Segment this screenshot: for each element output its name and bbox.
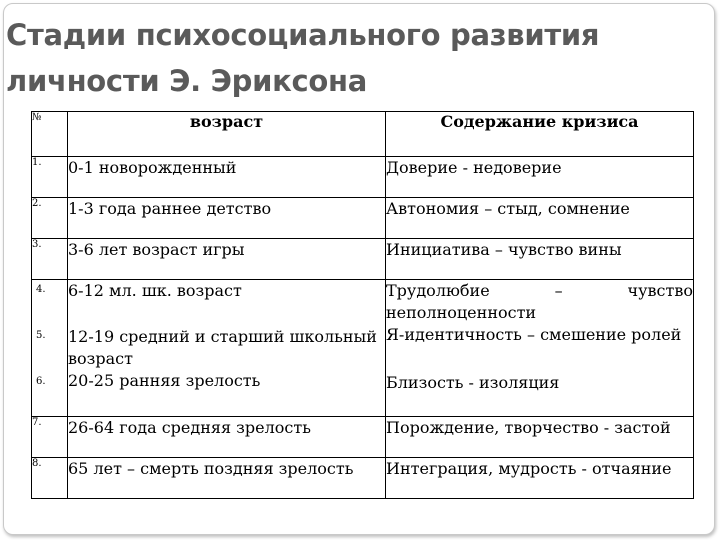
row-crisis-continued: неполноценности [386, 303, 537, 322]
table-row [32, 458, 694, 499]
row-age-continued: возраст [68, 349, 133, 368]
header-number: № [32, 112, 68, 157]
row-age: 65 лет – смерть поздняя зрелость [68, 458, 386, 499]
row-age: 1-3 года раннее детство [68, 198, 386, 239]
crisis-word: чувство [627, 281, 693, 300]
row-crisis: Близость - изоляция [386, 373, 560, 392]
row-crisis: Доверие - недоверие [386, 157, 694, 198]
row-age: 20-25 ранняя зрелость [68, 371, 261, 390]
row-crisis: Инициатива – чувство вины [386, 239, 694, 280]
crisis-word: Трудолюбие [386, 281, 490, 300]
row-crisis: Интеграция, мудрость - отчаяние [386, 458, 694, 499]
row-crisis: Автономия – стыд, сомнение [386, 198, 694, 239]
row-number: 8. [32, 458, 68, 499]
crisis-dash: – [554, 281, 563, 300]
row-age: 6-12 мл. шк. возраст [68, 281, 242, 300]
slide-title-line-2: личности Э. Эриксона [6, 64, 368, 98]
table-row [32, 239, 694, 280]
row-age: 12-19 средний и старший школьный [68, 327, 377, 346]
row-crisis: Я-идентичность – смешение ролей [386, 325, 682, 344]
row-numbers-4-6 [32, 280, 68, 417]
row-age-merged [68, 280, 386, 417]
row-number: 6. [36, 376, 46, 387]
header-crisis: Содержание кризиса [386, 112, 694, 157]
row-crisis-merged [386, 280, 694, 417]
row-crisis: Порождение, творчество - застой [386, 417, 694, 458]
header-age: возраст [68, 112, 386, 157]
row-age: 26-64 года средняя зрелость [68, 417, 386, 458]
row-number: 1. [32, 157, 68, 198]
table-row-merged [32, 280, 694, 417]
row-age: 3-6 лет возраст игры [68, 239, 386, 280]
table-row [32, 157, 694, 198]
table-row [32, 417, 694, 458]
row-age: 0-1 новорожденный [68, 157, 386, 198]
table-row [32, 198, 694, 239]
row-crisis-line [386, 280, 693, 302]
table-header-row [32, 112, 694, 157]
row-number: 4. [36, 284, 46, 295]
erikson-stages-table [31, 111, 694, 499]
slide-title [6, 12, 706, 104]
row-number: 7. [32, 417, 68, 458]
row-number: 5. [36, 330, 46, 341]
row-number: 2. [32, 198, 68, 239]
row-number: 3. [32, 239, 68, 280]
slide-title-line-1: Стадии психосоциального развития [6, 18, 600, 52]
